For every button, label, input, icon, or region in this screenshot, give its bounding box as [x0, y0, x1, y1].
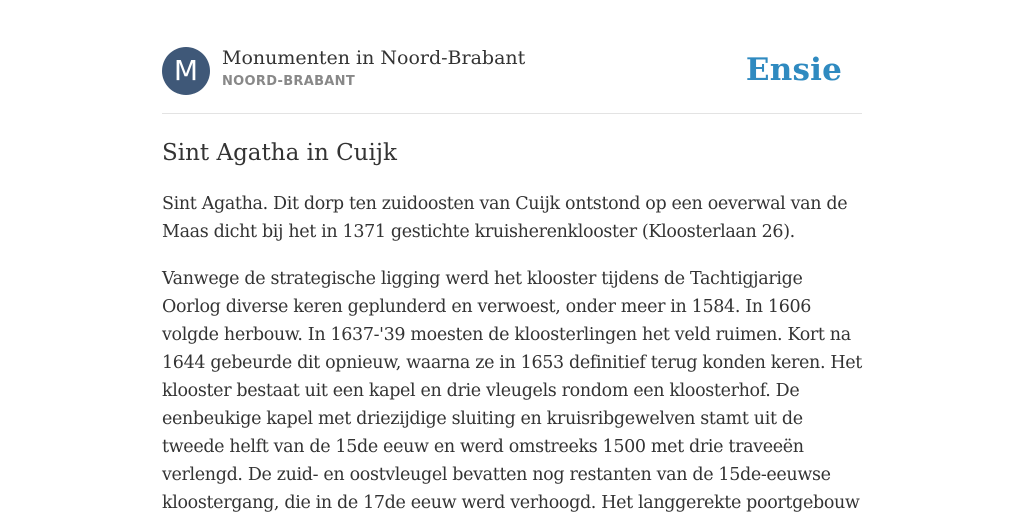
collection-meta	[222, 46, 525, 89]
avatar[interactable]: M	[162, 47, 210, 95]
collection-header	[162, 46, 862, 96]
article-title: Sint Agatha in Cuijk	[162, 140, 397, 166]
collection-subtitle: NOORD-BRABANT	[222, 74, 356, 89]
article-paragraph: Sint Agatha. Dit dorp ten zuidoosten van Cuijk ontstond op een oeverwal van de Maas dicht bij het in 1371 gestichte kruisherenklooster (Kloosterlaan 26).	[162, 194, 848, 242]
article-paragraph: Vanwege de strategische ligging werd het klooster tijdens de Tachtigjarige Oorlog diverse keren geplunderd en verwoest, onder meer in 1584. In 1606 volgde herbouw. In 1637-'39 moesten de kloosterlingen het veld ruimen. Kort na 1644 gebeurde dit opnieuw, waarna ze in 1653 definitief terug konden keren. Het klooster bestaat uit een kapel en drie vleugels rondom een kloosterhof. De eenbeukige kapel met driezijdige sluiting en kruisribgewelven stamt uit de tweede helft van de 15de eeuw en werd omstreeks 1500 met drie traveeën verlengd. De zuid- en oostvleugel bevatten nog restanten van de 15de-eeuwse kloostergang, die in de 17de eeuw werd verhoogd. Het langgerekte poortgebouw	[162, 269, 862, 512]
article-body	[162, 190, 862, 512]
header-divider	[162, 113, 862, 114]
brand-logo[interactable]: Ensie	[745, 52, 842, 88]
collection-title-link[interactable]: Monumenten in Noord-Brabant	[222, 47, 526, 69]
